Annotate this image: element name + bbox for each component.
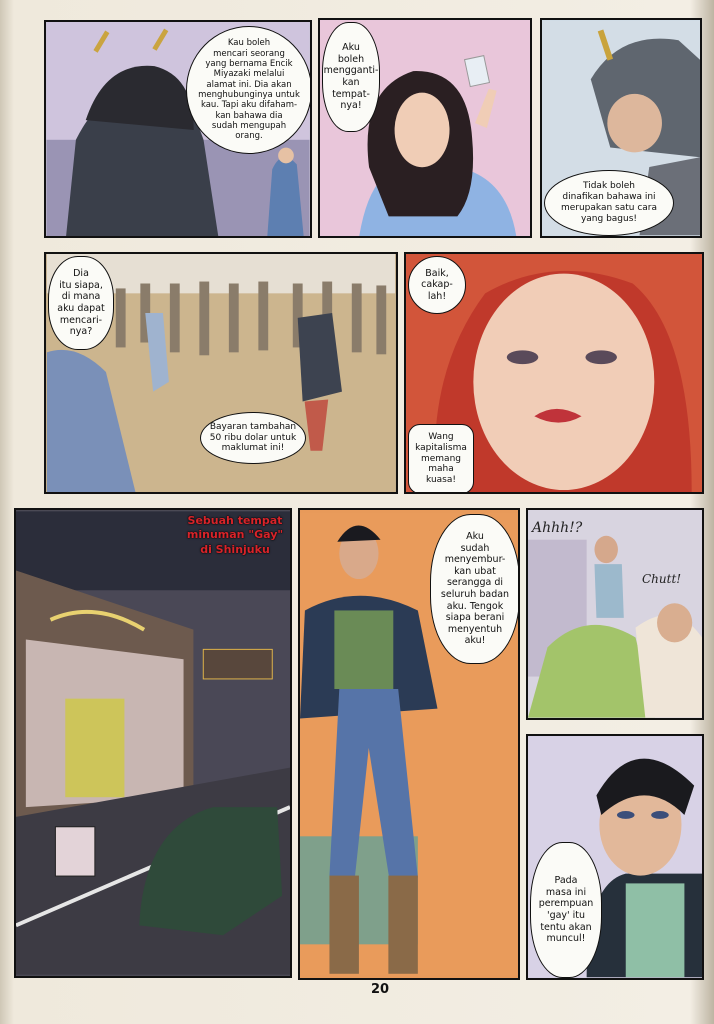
panel-7 [298, 508, 520, 980]
panel-1 [44, 20, 312, 238]
sidewalk-sign [55, 827, 94, 876]
speech-bubble: Baik, cakap- lah! [408, 256, 466, 314]
speech-bubble: Bayaran tambahan 50 ribu dolar untuk maklumat ini! [200, 412, 306, 464]
speech-bubble: Tidak boleh dinafikan bahawa ini merupakan satu cara yang bagus! [544, 170, 674, 236]
speech-bubble: Aku boleh mengganti- kan tempat- nya! [322, 22, 380, 132]
sound-effect: Ahhh!? [532, 520, 583, 536]
panel-8 [526, 508, 704, 720]
location-caption: Sebuah tempat minuman "Gay" di Shinjuku [186, 514, 284, 556]
speech-bubble: Kau boleh mencari seorang yang bernama Encik Miyazaki melalui alamat ini. Dia akan menghubunginya untuk kau. Tapi aku difaham- kan bahawa dia sudah mengupah orang. [186, 26, 312, 154]
panel-8-art [528, 510, 702, 718]
panel-4 [44, 252, 398, 494]
man-standing [594, 564, 623, 618]
bar-door [65, 699, 124, 798]
woman-face [473, 274, 654, 490]
speech-bubble: Pada masa ini perempuan 'gay' itu tentu akan muncul! [530, 842, 602, 978]
speech-bubble: Dia itu siapa, di mana aku dapat mencari- nya? [48, 256, 114, 350]
sound-effect: Chutt! [642, 572, 682, 586]
green-shirt [334, 610, 393, 689]
panel-2 [318, 18, 532, 238]
panel-6 [14, 508, 292, 978]
panel-6-art [16, 510, 290, 976]
speech-bubble: Aku sudah menyembur- kan ubat serangga di seluruh badan aku. Tengok siapa berani menyentuh aku! [430, 514, 520, 664]
panel-5 [404, 252, 704, 494]
page-number: 20 [370, 982, 390, 997]
panel-9 [526, 734, 704, 980]
panel-3 [540, 18, 702, 238]
thought-bubble: Wang kapitalisma memang maha kuasa! [408, 424, 474, 494]
